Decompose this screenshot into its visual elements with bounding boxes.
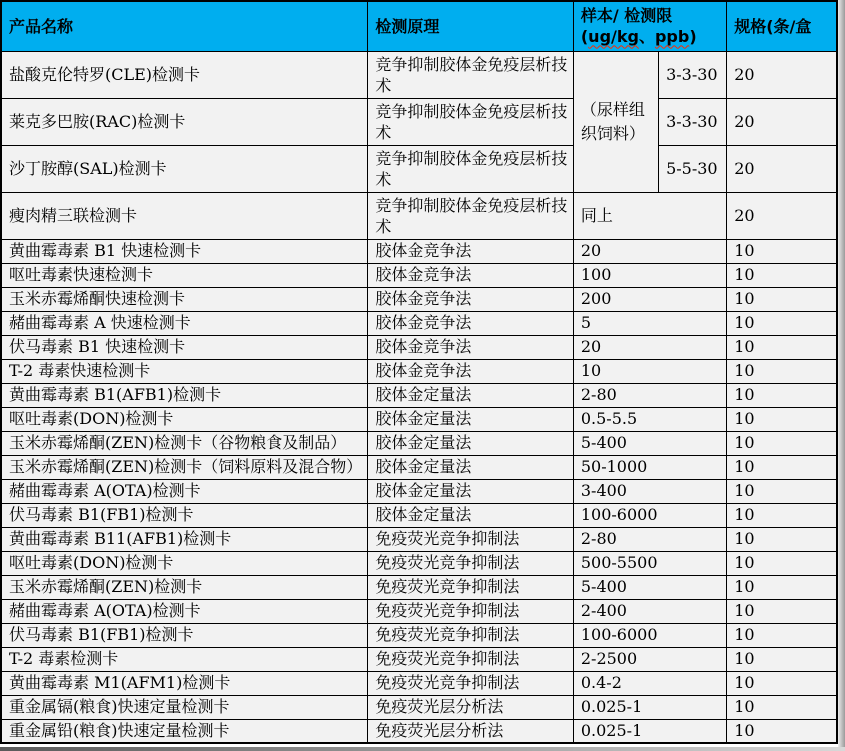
table-row [1, 527, 837, 551]
principle-cell: 免疫荧光竞争抑制法 [368, 551, 573, 575]
principle-cell: 免疫荧光层分析法 [368, 719, 573, 743]
table-row [1, 383, 837, 407]
product-cell: 赭曲霉毒素 A(OTA)检测卡 [1, 599, 368, 623]
table-row [1, 192, 837, 239]
sample-cell: （尿样组织饲料） [573, 51, 658, 192]
spec-cell: 10 [727, 455, 837, 479]
principle-cell: 竞争抑制胶体金免疫层析技术 [368, 51, 573, 98]
paren-close: ) [689, 27, 697, 47]
principle-cell: 免疫荧光层分析法 [368, 695, 573, 719]
product-cell: 莱克多巴胺(RAC)检测卡 [1, 98, 368, 145]
spec-cell: 10 [727, 695, 837, 719]
spec-cell: 10 [727, 719, 837, 743]
product-cell: 黄曲霉毒素 M1(AFM1)检测卡 [1, 671, 368, 695]
limit-cell: 50-1000 [573, 455, 726, 479]
limit-cell: 200 [573, 287, 726, 311]
window-edge-shadow-right [838, 0, 845, 751]
product-cell: T-2 毒素检测卡 [1, 647, 368, 671]
principle-cell: 胶体金定量法 [368, 431, 573, 455]
principle-cell: 胶体金定量法 [368, 503, 573, 527]
table-row [1, 335, 837, 359]
product-cell: 瘦肉精三联检测卡 [1, 192, 368, 239]
table-row [1, 145, 837, 192]
header-sample-limit [573, 1, 726, 51]
limit-cell: 0.5-5.5 [573, 407, 726, 431]
principle-cell: 免疫荧光竞争抑制法 [368, 527, 573, 551]
table-row [1, 503, 837, 527]
table-row [1, 359, 837, 383]
spec-cell: 10 [727, 527, 837, 551]
principle-cell: 竞争抑制胶体金免疫层析技术 [368, 98, 573, 145]
limit-cell: 2-80 [573, 527, 726, 551]
table-row [1, 407, 837, 431]
table-row [1, 479, 837, 503]
header-sample-limit-line1: 样本/ 检测限 [580, 6, 673, 26]
spec-cell: 20 [727, 145, 837, 192]
table-row [1, 575, 837, 599]
spec-cell: 10 [727, 623, 837, 647]
limit-cell: 同上 [573, 192, 726, 239]
product-cell: 重金属镉(粮食)快速定量检测卡 [1, 695, 368, 719]
spec-cell: 10 [727, 599, 837, 623]
limit-cell: 5-400 [573, 431, 726, 455]
limit-cell: 3-3-30 [659, 51, 727, 98]
table-row [1, 51, 837, 98]
limit-cell: 3-400 [573, 479, 726, 503]
table-row [1, 599, 837, 623]
principle-cell: 免疫荧光竞争抑制法 [368, 671, 573, 695]
product-cell: 伏马毒素 B1 快速检测卡 [1, 335, 368, 359]
limit-cell: 20 [573, 335, 726, 359]
table-row [1, 239, 837, 263]
table-row [1, 719, 837, 743]
spec-cell: 10 [727, 239, 837, 263]
limit-cell: 2-80 [573, 383, 726, 407]
principle-cell: 竞争抑制胶体金免疫层析技术 [368, 145, 573, 192]
header-row [1, 1, 837, 51]
product-cell: 玉米赤霉烯酮(ZEN)检测卡 [1, 575, 368, 599]
limit-cell: 0.025-1 [573, 719, 726, 743]
spec-cell: 10 [727, 647, 837, 671]
spec-cell: 10 [727, 383, 837, 407]
product-cell: 玉米赤霉烯酮快速检测卡 [1, 287, 368, 311]
spec-cell: 10 [727, 335, 837, 359]
product-cell: 呕吐毒素(DON)检测卡 [1, 407, 368, 431]
spec-cell: 10 [727, 431, 837, 455]
principle-cell: 胶体金竞争法 [368, 311, 573, 335]
unit-ppb: ppb [654, 27, 690, 47]
product-cell: 黄曲霉毒素 B11(AFB1)检测卡 [1, 527, 368, 551]
table-row [1, 623, 837, 647]
spec-cell: 10 [727, 551, 837, 575]
limit-cell: 500-5500 [573, 551, 726, 575]
product-cell: 黄曲霉毒素 B1(AFB1)检测卡 [1, 383, 368, 407]
product-cell: 赭曲霉毒素 A 快速检测卡 [1, 311, 368, 335]
product-cell: 沙丁胺醇(SAL)检测卡 [1, 145, 368, 192]
product-cell: 呕吐毒素(DON)检测卡 [1, 551, 368, 575]
table-row [1, 695, 837, 719]
product-cell: 呕吐毒素快速检测卡 [1, 263, 368, 287]
limit-cell: 5 [573, 311, 726, 335]
principle-cell: 胶体金定量法 [368, 455, 573, 479]
header-product: 产品名称 [1, 1, 368, 51]
product-cell: 盐酸克伦特罗(CLE)检测卡 [1, 51, 368, 98]
principle-cell: 胶体金定量法 [368, 383, 573, 407]
limit-cell: 100-6000 [573, 503, 726, 527]
principle-cell: 胶体金竞争法 [368, 359, 573, 383]
spec-cell: 20 [727, 98, 837, 145]
principle-cell: 胶体金竞争法 [368, 239, 573, 263]
product-cell: 玉米赤霉烯酮(ZEN)检测卡（谷物粮食及制品） [1, 431, 368, 455]
limit-cell: 2-400 [573, 599, 726, 623]
principle-cell: 竞争抑制胶体金免疫层析技术 [368, 192, 573, 239]
table-row [1, 647, 837, 671]
table-row [1, 287, 837, 311]
principle-cell: 免疫荧光竞争抑制法 [368, 623, 573, 647]
table-row [1, 263, 837, 287]
spec-cell: 10 [727, 287, 837, 311]
limit-cell: 0.025-1 [573, 695, 726, 719]
spec-cell: 10 [727, 359, 837, 383]
table-row [1, 671, 837, 695]
spec-cell: 10 [727, 575, 837, 599]
product-cell: T-2 毒素快速检测卡 [1, 359, 368, 383]
spec-cell: 10 [727, 503, 837, 527]
table-row [1, 311, 837, 335]
principle-cell: 免疫荧光竞争抑制法 [368, 599, 573, 623]
spec-cell: 10 [727, 311, 837, 335]
principle-cell: 胶体金竞争法 [368, 335, 573, 359]
table-row [1, 455, 837, 479]
product-cell: 伏马毒素 B1(FB1)检测卡 [1, 623, 368, 647]
product-cell: 赭曲霉毒素 A(OTA)检测卡 [1, 479, 368, 503]
limit-cell: 0.4-2 [573, 671, 726, 695]
limit-cell: 20 [573, 239, 726, 263]
product-cell: 黄曲霉毒素 B1 快速检测卡 [1, 239, 368, 263]
header-sample-limit-line2 [581, 26, 722, 47]
table-row [1, 431, 837, 455]
limit-cell: 2-2500 [573, 647, 726, 671]
header-principle: 检测原理 [368, 1, 573, 51]
product-cell: 伏马毒素 B1(FB1)检测卡 [1, 503, 368, 527]
spec-cell: 10 [727, 263, 837, 287]
window-edge-shadow-bottom [0, 747, 845, 751]
limit-cell: 5-5-30 [659, 145, 727, 192]
spec-cell: 10 [727, 479, 837, 503]
limit-cell: 10 [573, 359, 726, 383]
product-cell: 玉米赤霉烯酮(ZEN)检测卡（饲料原料及混合物） [1, 455, 368, 479]
principle-cell: 免疫荧光竞争抑制法 [368, 575, 573, 599]
unit-ugkg: ug/kg [588, 27, 639, 47]
unit-separator: 、 [638, 27, 655, 47]
principle-cell: 胶体金竞争法 [368, 263, 573, 287]
principle-cell: 胶体金定量法 [368, 407, 573, 431]
table-row [1, 98, 837, 145]
principle-cell: 胶体金定量法 [368, 479, 573, 503]
spec-cell: 20 [727, 192, 837, 239]
principle-cell: 免疫荧光竞争抑制法 [368, 647, 573, 671]
product-cell: 重金属铅(粮食)快速定量检测卡 [1, 719, 368, 743]
principle-cell: 胶体金竞争法 [368, 287, 573, 311]
limit-cell: 5-400 [573, 575, 726, 599]
spec-cell: 10 [727, 407, 837, 431]
limit-cell: 100-6000 [573, 623, 726, 647]
spec-cell: 20 [727, 51, 837, 98]
spec-cell: 10 [727, 671, 837, 695]
header-spec: 规格(条/盒 [727, 1, 837, 51]
paren-open: ( [580, 27, 589, 47]
limit-cell: 100 [573, 263, 726, 287]
table-row [1, 551, 837, 575]
limit-cell: 3-3-30 [659, 98, 727, 145]
